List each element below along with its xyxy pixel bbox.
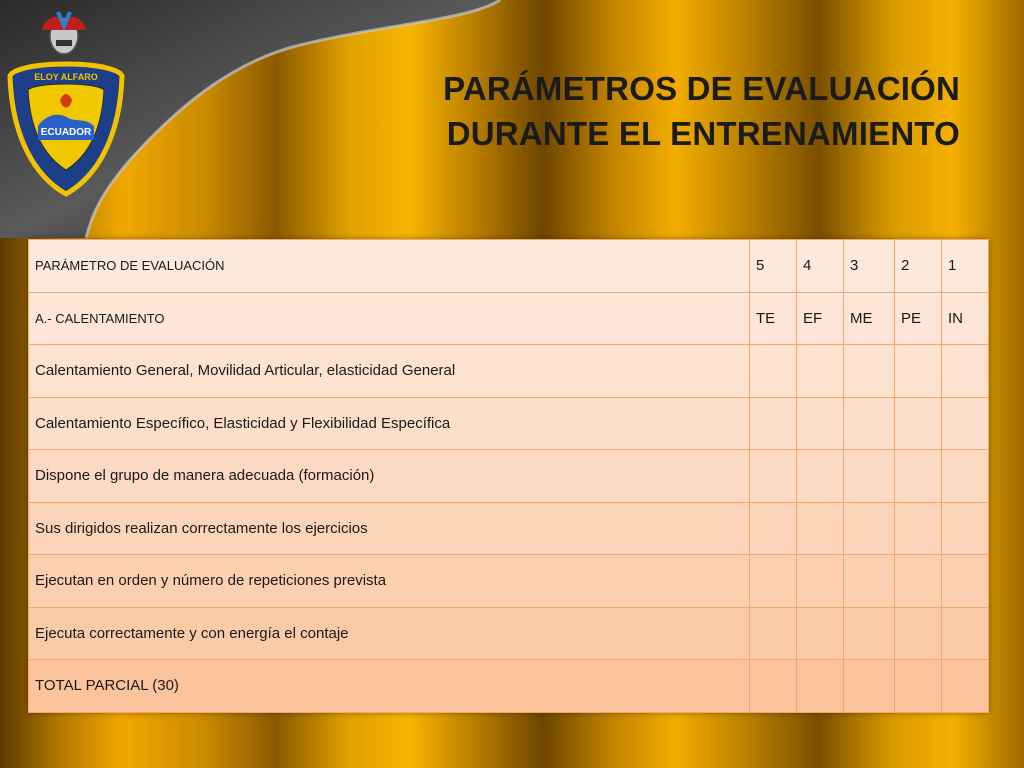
score-cell[interactable] [844, 502, 895, 555]
score-cell[interactable] [797, 660, 844, 713]
row-label: Ejecuta correctamente y con energía el contaje [29, 607, 750, 660]
score-cell[interactable] [895, 345, 942, 398]
score-cell[interactable] [844, 345, 895, 398]
score-cell[interactable] [942, 660, 989, 713]
table-row [29, 345, 989, 398]
score-cell[interactable] [750, 450, 797, 503]
score-cell[interactable] [750, 555, 797, 608]
table-row [29, 397, 989, 450]
score-cell[interactable] [844, 397, 895, 450]
score-cell[interactable] [895, 450, 942, 503]
score-cell[interactable] [750, 345, 797, 398]
score-cell[interactable] [942, 555, 989, 608]
section-label: A.- CALENTAMIENTO [29, 292, 750, 345]
score-cell[interactable] [797, 607, 844, 660]
slide-title [440, 66, 960, 156]
total-row [29, 660, 989, 713]
header-label: PARÁMETRO DE EVALUACIÓN [29, 240, 750, 293]
section-row [29, 292, 989, 345]
title-line-2: DURANTE EL ENTRENAMIENTO [446, 115, 960, 152]
code-me: ME [844, 292, 895, 345]
score-cell[interactable] [942, 397, 989, 450]
row-label: Sus dirigidos realizan correctamente los ejercicios [29, 502, 750, 555]
score-cell[interactable] [750, 502, 797, 555]
score-cell[interactable] [797, 450, 844, 503]
score-cell[interactable] [942, 502, 989, 555]
table-row [29, 607, 989, 660]
score-cell[interactable] [895, 607, 942, 660]
score-cell[interactable] [942, 607, 989, 660]
table-row [29, 502, 989, 555]
score-cell[interactable] [750, 607, 797, 660]
code-in: IN [942, 292, 989, 345]
svg-text:ELOY ALFARO: ELOY ALFARO [34, 72, 98, 82]
evaluation-table [28, 239, 989, 713]
row-label: Calentamiento Específico, Elasticidad y Flexibilidad Específica [29, 397, 750, 450]
row-label: Calentamiento General, Movilidad Articular, elasticidad General [29, 345, 750, 398]
score-cell[interactable] [750, 660, 797, 713]
score-cell[interactable] [895, 555, 942, 608]
score-cell[interactable] [895, 502, 942, 555]
table-row [29, 555, 989, 608]
code-pe: PE [895, 292, 942, 345]
score-cell[interactable] [844, 660, 895, 713]
score-cell[interactable] [797, 555, 844, 608]
table-row [29, 450, 989, 503]
svg-text:ECUADOR: ECUADOR [40, 127, 92, 138]
score-cell[interactable] [844, 607, 895, 660]
score-2: 2 [895, 240, 942, 293]
score-cell[interactable] [844, 555, 895, 608]
row-label: Dispone el grupo de manera adecuada (formación) [29, 450, 750, 503]
score-cell[interactable] [895, 397, 942, 450]
score-cell[interactable] [942, 345, 989, 398]
score-cell[interactable] [895, 660, 942, 713]
code-te: TE [750, 292, 797, 345]
score-cell[interactable] [844, 450, 895, 503]
table-header-row [29, 240, 989, 293]
score-5: 5 [750, 240, 797, 293]
score-cell[interactable] [797, 502, 844, 555]
score-3: 3 [844, 240, 895, 293]
score-4: 4 [797, 240, 844, 293]
title-line-1: PARÁMETROS DE EVALUACIÓN [443, 70, 960, 107]
score-cell[interactable] [750, 397, 797, 450]
score-cell[interactable] [797, 397, 844, 450]
code-ef: EF [797, 292, 844, 345]
military-shield-crest-icon [2, 6, 130, 206]
score-cell[interactable] [797, 345, 844, 398]
total-label: TOTAL PARCIAL (30) [29, 660, 750, 713]
score-1: 1 [942, 240, 989, 293]
score-cell[interactable] [942, 450, 989, 503]
row-label: Ejecutan en orden y número de repeticiones prevista [29, 555, 750, 608]
